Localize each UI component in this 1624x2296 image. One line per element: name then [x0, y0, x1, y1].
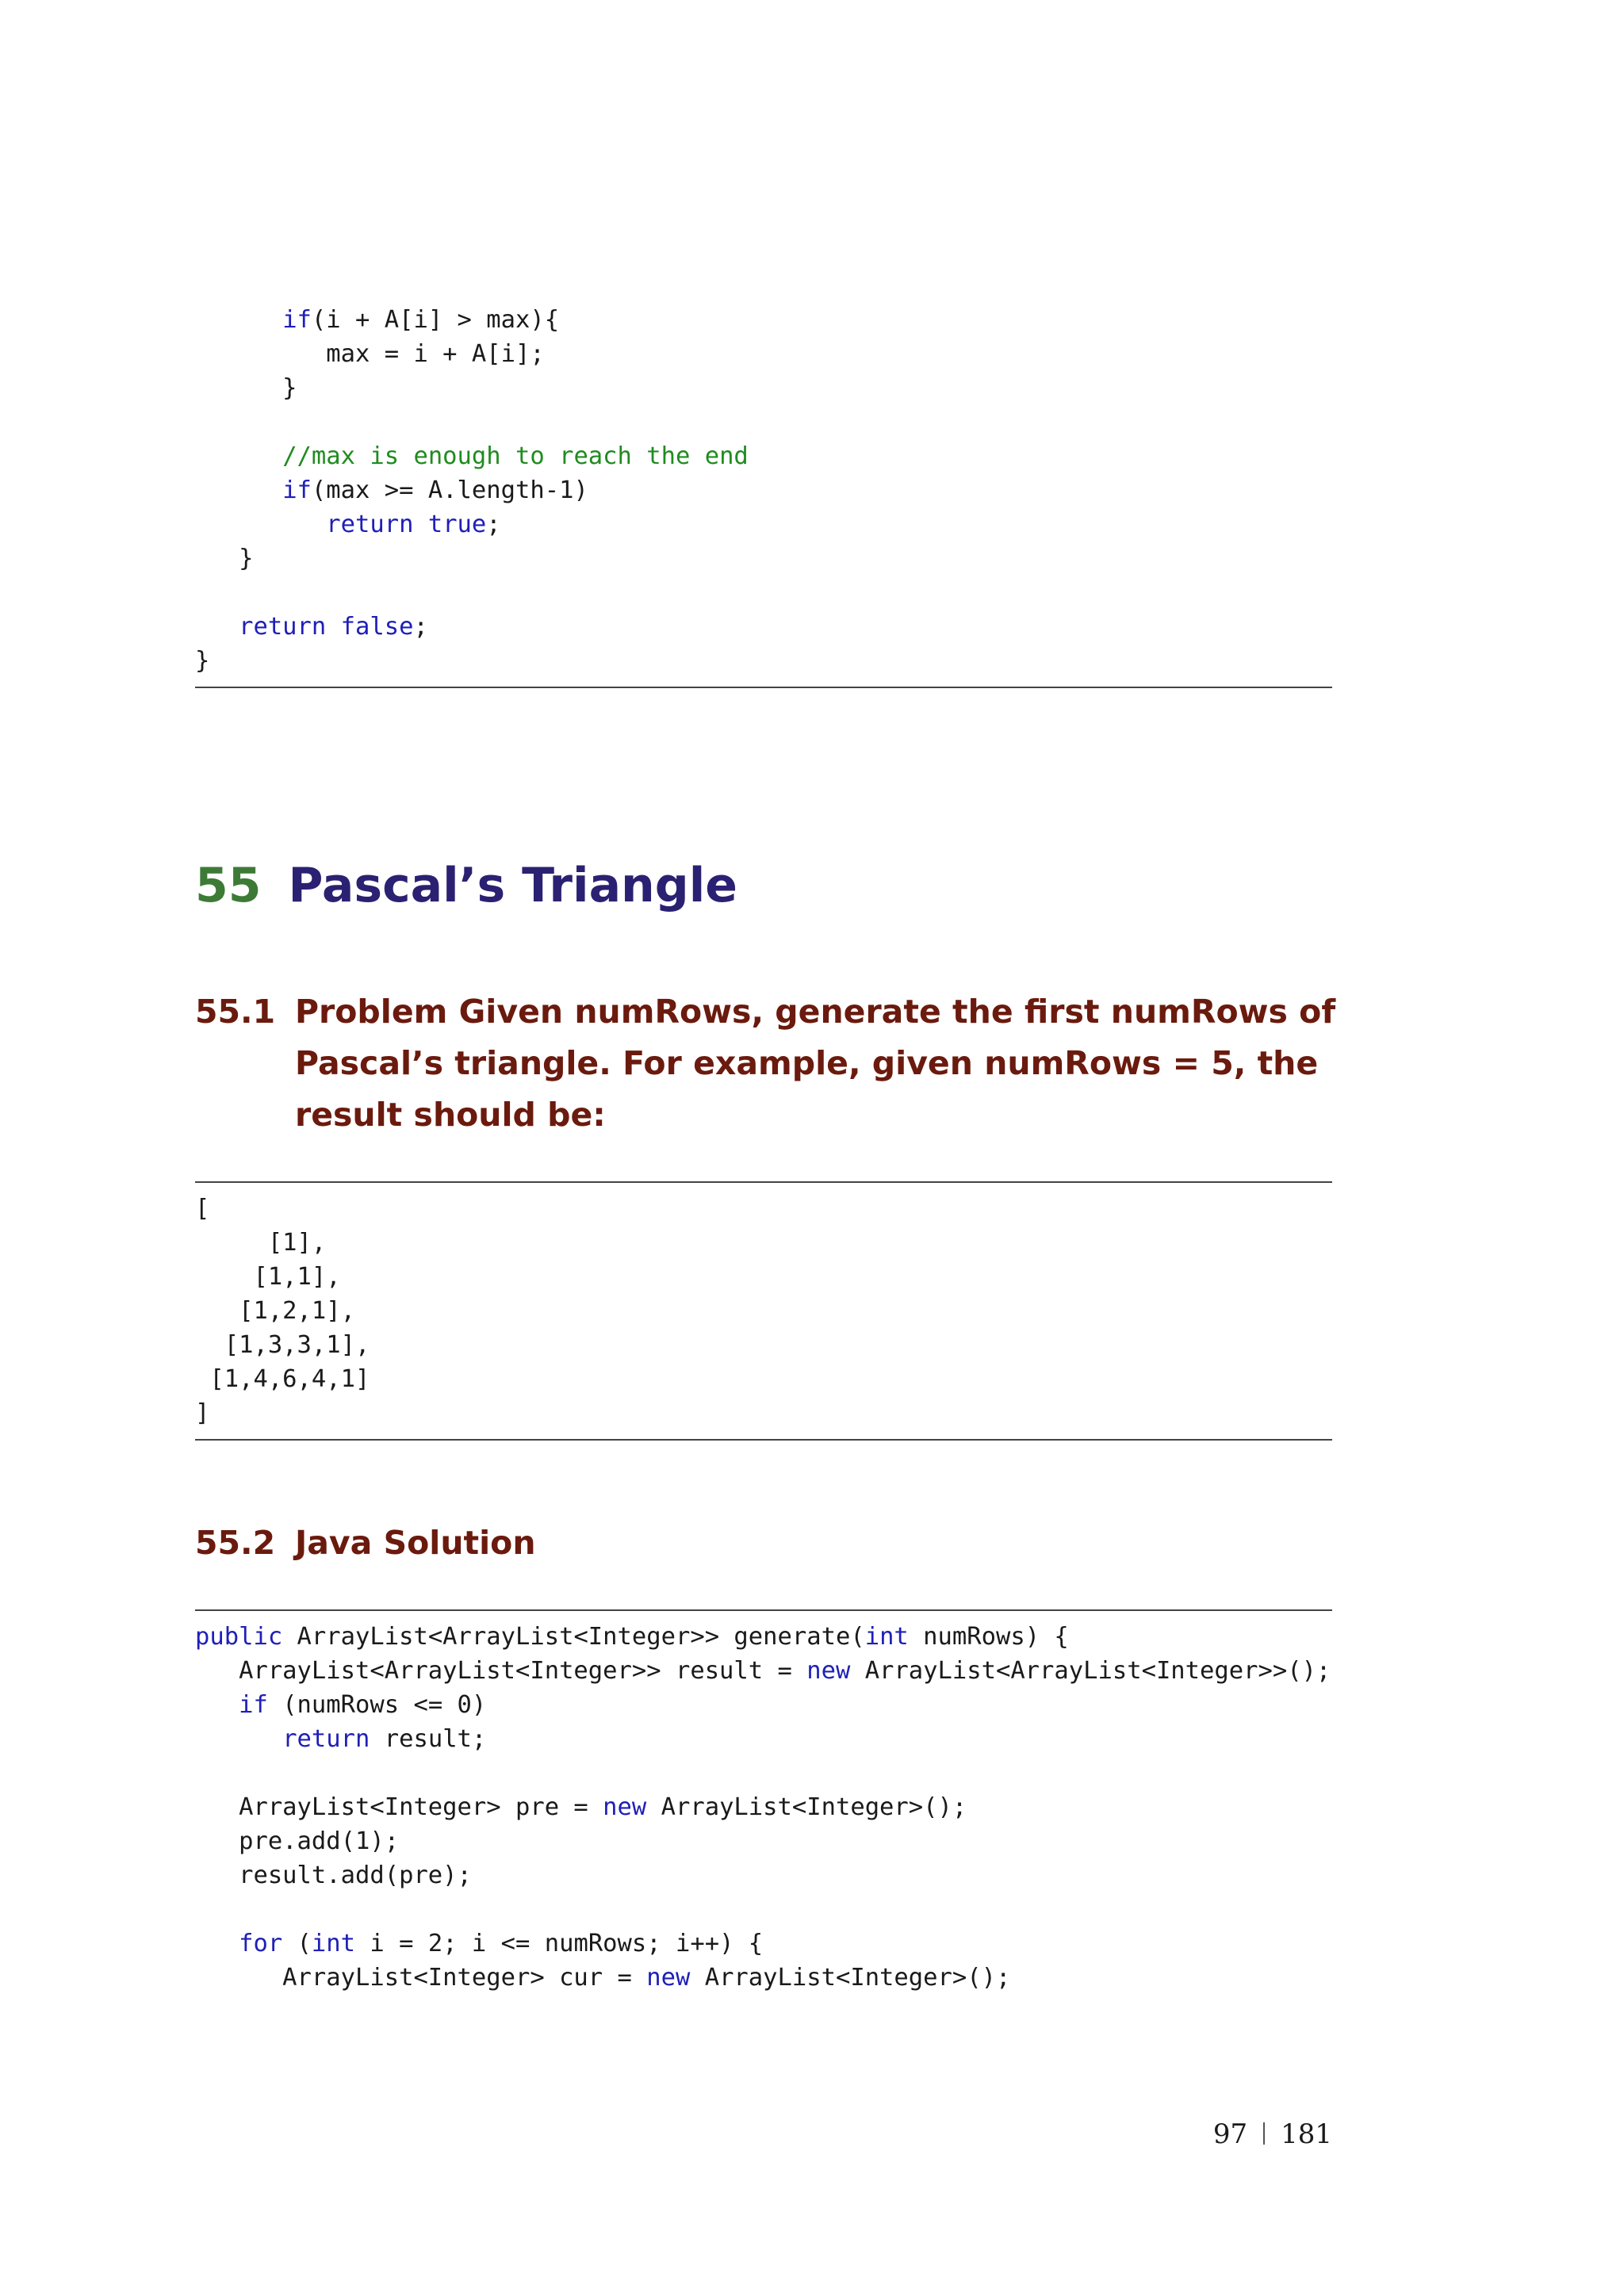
code-text — [195, 476, 282, 504]
code-keyword: new — [646, 1964, 691, 1992]
code-line — [195, 1399, 209, 1427]
subsection-solution-heading — [195, 1517, 1345, 1569]
code-text — [195, 511, 326, 538]
code-line — [195, 1862, 472, 1889]
code-keyword: false — [340, 613, 414, 641]
code-text: ArrayList<Integer>(); — [690, 1964, 1011, 1992]
code-text: result.add(pre); — [195, 1862, 472, 1889]
code-text: ( — [282, 1930, 312, 1957]
subsection-title: Problem Given numRows, generate the first numRows of Pascal’s triangle. For example, given numRows = 5, the result should be: — [295, 993, 1336, 1134]
code-block-bottom-rule — [195, 687, 1332, 688]
code-keyword: int — [311, 1930, 356, 1957]
code-block-continuation — [195, 303, 1332, 678]
code-text — [413, 511, 427, 538]
subsection-number: 55.2 — [195, 1524, 276, 1562]
code-keyword: return — [282, 1725, 370, 1753]
section-title: Pascal’s Triangle — [288, 858, 737, 913]
code-keyword: return — [326, 511, 414, 538]
code-keyword: return — [239, 613, 327, 641]
code-text: i = 2; i <= numRows; i++) { — [355, 1930, 764, 1957]
code-keyword: if — [239, 1691, 268, 1719]
example-output-listing — [195, 1192, 1332, 1430]
code-line — [195, 613, 428, 641]
code-text: result; — [370, 1725, 487, 1753]
code-line — [195, 1827, 399, 1855]
code-text — [195, 1691, 239, 1719]
code-text: ArrayList<Integer> pre = — [195, 1793, 603, 1821]
code-line — [195, 1725, 486, 1753]
code-text: } — [195, 374, 297, 402]
code-line — [195, 442, 749, 470]
code-keyword: for — [239, 1930, 283, 1957]
total-pages: 181 — [1281, 2118, 1332, 2150]
code-line — [195, 1964, 1010, 1992]
code-text: [1,4,6,4,1] — [195, 1365, 370, 1393]
code-line — [195, 647, 209, 675]
code-text — [195, 613, 239, 641]
code-keyword: new — [806, 1657, 851, 1685]
code-line — [195, 476, 588, 504]
code-line — [195, 1930, 763, 1957]
code-text: ; — [413, 613, 428, 641]
code-text — [326, 613, 340, 641]
code-text: (numRows <= 0) — [267, 1691, 487, 1719]
code-line — [195, 1365, 370, 1393]
code-line — [195, 306, 559, 334]
code-line — [195, 1793, 967, 1821]
code-text: ; — [486, 511, 501, 538]
code-keyword: int — [864, 1623, 909, 1651]
code-line — [195, 1657, 1331, 1685]
page-number — [1213, 2118, 1332, 2150]
solution-block-top-rule — [195, 1609, 1332, 1611]
code-text: (i + A[i] > max){ — [311, 306, 560, 334]
code-text: } — [195, 545, 254, 572]
code-text — [195, 306, 282, 334]
code-comment: //max is enough to reach the end — [282, 442, 749, 470]
code-line — [195, 1263, 341, 1291]
code-line — [195, 374, 297, 402]
code-text: max = i + A[i]; — [195, 340, 545, 368]
example-block-bottom-rule — [195, 1439, 1332, 1441]
code-text: ArrayList<Integer> cur = — [195, 1964, 647, 1992]
code-line — [195, 1331, 370, 1359]
code-line — [195, 1623, 1069, 1651]
code-text — [195, 1930, 239, 1957]
code-text: ] — [195, 1399, 210, 1427]
code-text: ArrayList<ArrayList<Integer>> result = — [195, 1657, 807, 1685]
example-output-block — [195, 1192, 1332, 1430]
code-line — [195, 545, 253, 572]
code-text — [195, 1725, 282, 1753]
code-text: ArrayList<ArrayList<Integer>> generate( — [282, 1623, 865, 1651]
code-text — [195, 442, 282, 470]
code-text: ArrayList<ArrayList<Integer>>(); — [850, 1657, 1331, 1685]
code-line — [195, 1229, 326, 1257]
code-text: numRows) { — [908, 1623, 1069, 1651]
code-line — [195, 340, 545, 368]
page-separator — [1263, 2122, 1265, 2145]
code-text: ArrayList<Integer>(); — [646, 1793, 967, 1821]
code-keyword: true — [427, 511, 487, 538]
current-page: 97 — [1212, 2118, 1248, 2150]
code-keyword: public — [195, 1623, 283, 1651]
code-text: [1,1], — [195, 1263, 341, 1291]
code-text: pre.add(1); — [195, 1827, 400, 1855]
subsection-title: Java Solution — [295, 1524, 536, 1562]
section-number: 55 — [195, 858, 262, 913]
code-keyword: if — [282, 306, 312, 334]
subsection-number: 55.1 — [195, 993, 276, 1031]
subsection-problem-heading — [195, 986, 1345, 1141]
code-line — [195, 1691, 486, 1719]
code-line — [195, 1195, 209, 1223]
code-text: } — [195, 647, 210, 675]
solution-code-listing — [195, 1620, 1332, 1995]
code-line — [195, 1297, 355, 1325]
code-listing — [195, 303, 1332, 678]
code-line — [195, 511, 501, 538]
code-text: (max >= A.length-1) — [311, 476, 588, 504]
code-text: [1], — [195, 1229, 327, 1257]
code-text: [1,3,3,1], — [195, 1331, 370, 1359]
code-text: [ — [195, 1195, 210, 1223]
solution-code-block — [195, 1620, 1332, 1995]
code-keyword: new — [603, 1793, 647, 1821]
code-keyword: if — [282, 476, 312, 504]
code-text: [1,2,1], — [195, 1297, 355, 1325]
example-block-top-rule — [195, 1181, 1332, 1183]
section-heading — [195, 858, 737, 913]
